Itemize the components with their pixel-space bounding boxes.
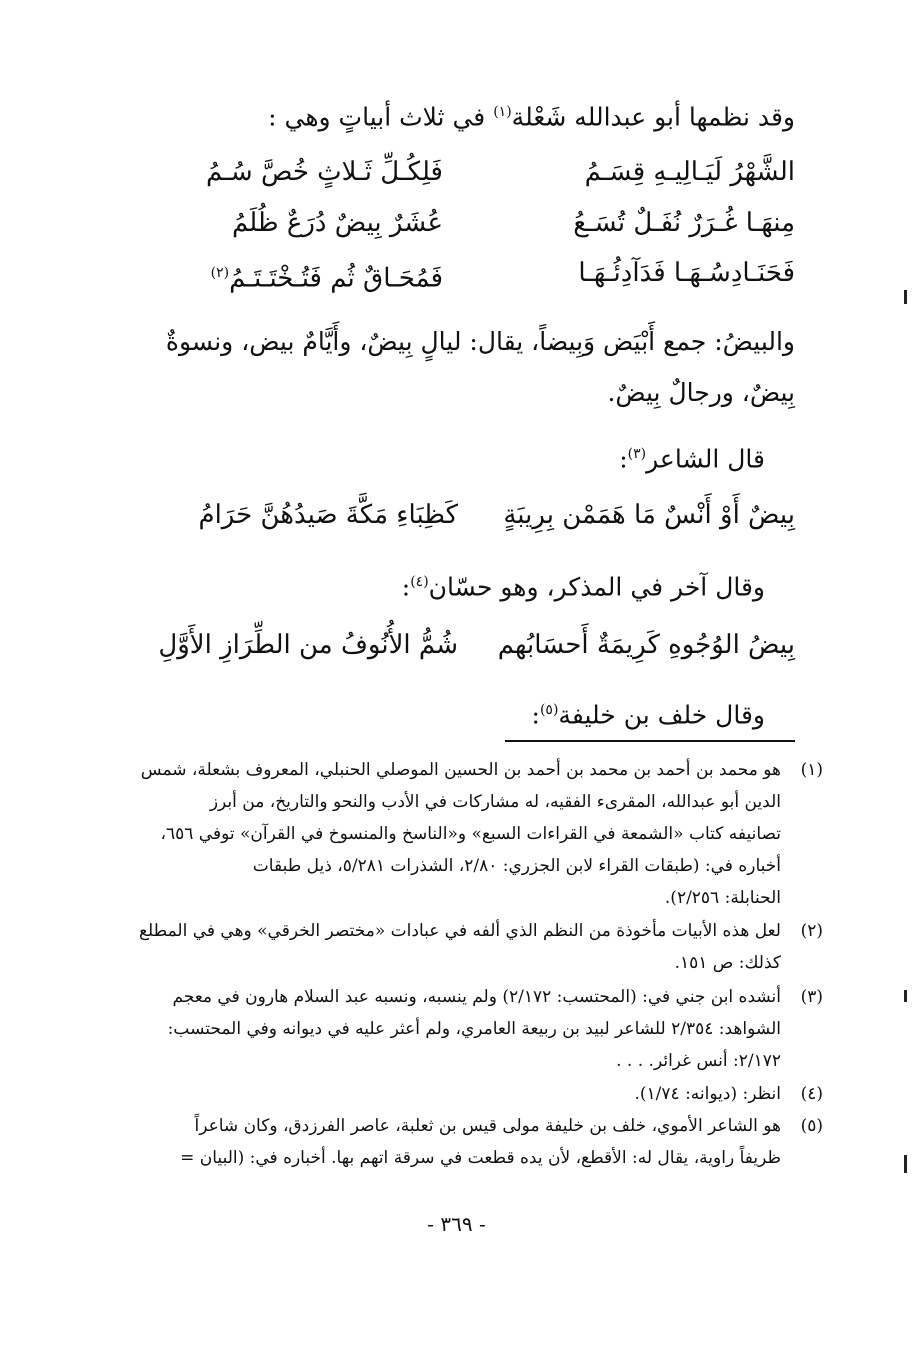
footnote-5-line2: ظريفاً راوية، يقال له: الأقطع، لأن يده قطعت في سرقة اتهم بها. أخباره في: (البيان =	[180, 1148, 781, 1168]
footnote-3-line1: أنشده ابن جني في: (المحتسب: ٢/١٧٢) ولم ينسبه، ونسبه عبد السلام هارون في معجم	[172, 987, 781, 1007]
scan-margin-mark-top	[904, 290, 907, 304]
intro-text: وقد نظمها أبو عبدالله شَعْلة	[511, 102, 795, 132]
verse2-right: بِيضٌ أَوْ أَنْسٌ مَا هَمَمْن بِرِيبَةٍ	[503, 500, 795, 530]
footnote-3-line2: الشواهد: ٢/٣٥٤ للشاعر لبيد بن ربيعة العامري، ولم أعثر عليه في ديوانه وفي المحتسب:	[167, 1019, 781, 1039]
poem1-verse3-left-text: فَمُحَـاقٌ ثُم فَتُـخْتَـتَـمُ	[229, 263, 443, 294]
page-number: - ٣٦٩ -	[427, 1212, 486, 1236]
footnote-1-line3: تصانيفه كتاب «الشمعة في القراءات السبع» و«الناسخ والمنسوخ في القرآن» توفي ٦٥٦،	[160, 824, 781, 844]
footnote-1-line1: هو محمد بن أحمد بن محمد بن أحمد بن الحسين الموصلي الحنبلي، المعروف بشعلة، شمس	[140, 760, 781, 780]
poet1-text: قال الشاعر	[646, 444, 765, 474]
footnote-1-number: (١)	[800, 760, 823, 780]
footnote-5-number: (٥)	[800, 1116, 823, 1136]
footnote-2-line2: كذلك: ص ١٥١.	[674, 953, 781, 973]
footnote-1-line4: أخباره في: (طبقات القراء لابن الجزري: ٢/٨٠، الشذرات ٥/٢٨١، ذيل طبقات	[252, 856, 781, 876]
poet2-end: :	[401, 572, 411, 602]
intro-text-end: في ثلاث أبياتٍ وهي :	[268, 102, 494, 132]
footnote-3	[131, 981, 781, 1077]
intro-line	[268, 94, 795, 135]
footnote-4	[131, 1078, 781, 1110]
footnote-1-line2: الدين أبو عبدالله، المقرىء الفقيه، له مشاركات في الأدب والنحو والتاريخ، من أبرز	[209, 792, 781, 812]
footnote-4-line1: انظر: (ديوانه: ١/٧٤).	[634, 1084, 781, 1104]
footnote-3-number: (٣)	[800, 987, 823, 1007]
poem1-verse2-left: عُشَرٌ بِيضٌ دُرَعٌ ظُلَمُ	[231, 208, 443, 238]
footnote-5	[131, 1110, 781, 1174]
poet1-intro	[619, 436, 765, 477]
footnote-ref-4[interactable]: (٤)	[410, 574, 429, 590]
verse3-left: شُمُّ الأُنُوفُ من الطِّرَازِ الأَوَّلِ	[158, 630, 458, 660]
poem1-verse1-left: فَلِكُـلِّ ثَـلاثٍ خُصَّ سُـمُ	[206, 157, 443, 187]
poem1-verse1-right: الشَّهْرُ لَيَـالِيـهِ قِسَـمُ	[584, 157, 795, 187]
verse2-left: كَظِبَاءِ مَكَّةَ صَيدُهُنَّ حَرَامُ	[198, 500, 458, 530]
scan-margin-mark-bottom	[904, 1155, 907, 1173]
para1-line2: بِيضٌ، ورجالٌ بِيضٌ.	[607, 378, 795, 407]
footnote-ref-5[interactable]: (٥)	[539, 702, 559, 718]
poet1-end: :	[619, 444, 628, 474]
footnote-ref-3[interactable]: (٣)	[627, 446, 647, 462]
poet3-text: وقال خلف بن خليفة	[558, 700, 765, 730]
footnote-2	[131, 915, 781, 979]
footnote-5-line1: هو الشاعر الأموي، خلف بن خليفة مولى قيس بن ثعلبة، عاصر الفرزدق، وكان شاعراً	[194, 1116, 781, 1136]
poet3-end: :	[531, 700, 540, 730]
footnote-2-number: (٢)	[800, 921, 823, 941]
para1-line1: والبيضُ: جمع أَبْيَض وَبِيضاً، يقال: ليالٍ بِيضٌ، وأَيَّامٌ بيض، ونسوةٌ	[165, 327, 795, 356]
poem1-verse2-right: مِنهَـا غُـرَرٌ نُفَـلٌ تُسَـعُ	[573, 208, 795, 238]
scan-margin-mark-middle	[904, 990, 907, 1002]
poem1-verse3-left	[211, 253, 443, 299]
verse3-right: بِيضُ الوُجُوهِ كَرِيمَةٌ أَحسَابُهم	[497, 630, 795, 660]
footnote-ref-1[interactable]: (١)	[493, 104, 512, 120]
poem1-verse3-right: فَحَنَـادِسُـهَـا فَدَآدِئُـهَـا	[578, 258, 795, 288]
poet3-intro	[532, 692, 765, 733]
footnote-2-line1: لعل هذه الأبيات مأخوذة من النظم الذي ألفه في عبادات «مختصر الخرقي» وهي في المطلع	[138, 921, 781, 941]
footnote-4-number: (٤)	[800, 1084, 823, 1104]
footnote-separator	[505, 740, 795, 742]
footnote-1-line5: الحنابلة: ٢/٢٥٦).	[664, 888, 781, 908]
footnote-1	[131, 754, 781, 914]
footnote-ref-2[interactable]: (٢)	[210, 265, 230, 281]
poet2-intro	[402, 564, 765, 605]
footnote-3-line3: ٢/١٧٢: أنس غرائر. . . .	[616, 1051, 781, 1071]
poet2-text: وقال آخر في المذكر، وهو حسّان	[428, 572, 765, 602]
